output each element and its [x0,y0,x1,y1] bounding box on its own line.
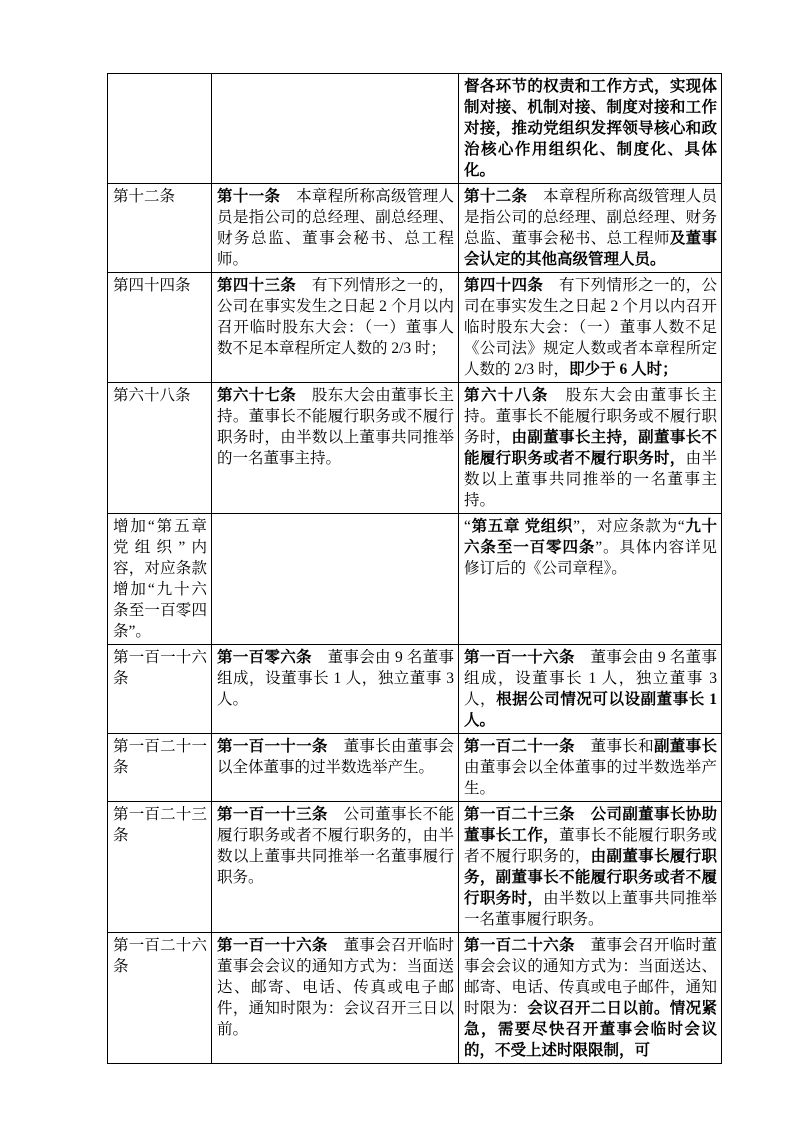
cell-article-number [108,802,212,933]
cell-article-number [108,734,212,802]
text-segment: 公司董事长不能履行职务或者不履行职务的，由半数以上董事共同推举一名董事履行职务。 [217,806,454,886]
text-segment: 第六十八条 [464,387,549,404]
text-segment: 第十二条 [113,188,176,205]
text-segment: 第一百二十三条 公司副董事长协助董事长工作， [464,806,717,844]
text-segment: 第五章 党组织 [470,518,574,535]
cell-original-text [212,933,459,1064]
text-segment: 第四十四条 [113,277,191,294]
cell-amended-text [459,74,722,184]
text-segment: 董事会由 9 名董事组成，设董事长 1 人，独立董事 3 人， [464,649,717,708]
text-segment: 由副董事长主持，副董事长不能履行职务或者不履行职务时， [464,429,717,467]
text-segment: 会议召开二日以前。情况紧急，需要尽快召开董事会临时会议的，不受上述时限限制，可 [464,1000,717,1059]
text-segment: 由副董事长履行职务，副董事长不能履行职务或者不履行职务时， [464,848,717,907]
cell-amended-text [459,383,722,514]
cell-original-text [212,383,459,514]
text-segment: 有下列情形之一的，公司在事实发生之日起 2 个月以内召开临时股东大会：（一）董事人数不足本章程所定人数的 2/3 时； [217,277,454,357]
cell-original-text [212,734,459,802]
table-row [108,273,722,383]
text-segment: 董事会召开临时董事会会议的通知方式为：当面送达、邮寄、电话、传真或电子邮件，通知时限为： [464,937,717,1017]
cell-amended-text [459,184,722,273]
cell-original-text [212,802,459,933]
table-row [108,933,722,1064]
text-segment: 本章程所称高级管理人员是指公司的总经理、副总经理、财务总监、董事会秘书、总工程师 [464,188,717,247]
text-segment: 第六十八条 [113,387,191,404]
text-segment: 第一百二十六条 [464,937,575,954]
table-row [108,734,722,802]
text-segment: 督各环节的权责和工作方式，实现体制对接、机制对接、制度对接和工作对接，推动党组织发挥领导核心和政治核心作用组织化、制度化、具体化。 [464,78,717,179]
amendment-comparison-table [107,73,722,1064]
text-segment: 第一百一十一条 [217,738,328,755]
text-segment: 第十一条 [217,188,281,205]
cell-article-number [108,184,212,273]
cell-article-number [108,645,212,734]
text-segment: ”。具体内容详见修订后的《公司章程》。 [464,539,717,577]
text-segment: 第一百一十六条 [217,937,328,954]
cell-amended-text [459,734,722,802]
table-body [108,74,722,1064]
text-segment: 第一百一十六条 [464,649,575,666]
cell-original-text [212,273,459,383]
text-segment: 第六十七条 [217,387,297,404]
cell-article-number [108,933,212,1064]
table-row [108,74,722,184]
text-segment: 及董事会认定的其他高级管理人员。 [464,230,717,268]
text-segment: 九十六条至一百零四条 [464,518,717,556]
table-row [108,383,722,514]
text-segment: 由半数以上董事共同推举的一名董事主持。 [464,450,717,509]
cell-original-text [212,74,459,184]
text-segment: 第一百二十一条 [113,738,207,776]
text-segment: 股东大会由董事长主持。董事长不能履行职务或不履行职务时， [464,387,717,446]
table-row [108,184,722,273]
cell-article-number [108,273,212,383]
text-segment: 即少于 6 人时； [569,361,678,378]
text-segment: 第四十四条 [464,277,544,294]
cell-article-number [108,383,212,514]
table-row [108,645,722,734]
cell-amended-text [459,514,722,645]
text-segment: 第一百二十六条 [113,937,207,975]
text-segment: 由半数以上董事共同推举一名董事履行职务。 [464,890,717,928]
text-segment: 董事长不能履行职务或者不履行职务的， [464,827,717,865]
cell-amended-text [459,802,722,933]
text-segment: 股东大会由董事长主持。董事长不能履行职务或不履行职务时，由半数以上董事共同推举的一名董事主持。 [217,387,454,467]
cell-amended-text [459,645,722,734]
cell-amended-text [459,273,722,383]
text-segment: 第一百二十一条 [464,738,575,755]
text-segment: 有下列情形之一的，公司在事实发生之日起 2 个月以内召开临时股东大会：（一）董事人数不足《公司法》规定人数或者本章程所定人数的 2/3 时， [464,277,717,378]
text-segment: 本章程所称高级管理人员是指公司的总经理、副总经理、财务总监、董事会秘书、总工程师。 [217,188,454,268]
text-segment: 董事会由 9 名董事组成，设董事长 1 人，独立董事 3 人。 [217,649,454,708]
table-row [108,802,722,933]
text-segment: 由董事会以全体董事的过半数选举产生。 [464,759,717,797]
text-segment: 第一百二十三条 [113,806,207,844]
text-segment: 增加“第五章 党组织”内容，对应条款增加“九十六条至一百零四条”。 [113,518,207,640]
cell-amended-text [459,933,722,1064]
text-segment: 第一百一十三条 [217,806,328,823]
cell-article-number [108,514,212,645]
text-segment: 第四十三条 [217,277,297,294]
text-segment: “ [464,518,471,535]
text-segment: 第一百一十六条 [113,649,207,687]
text-segment: ”，对应条款为“ [573,518,685,535]
text-segment: 董事长由董事会以全体董事的过半数选举产生。 [217,738,454,776]
cell-original-text [212,645,459,734]
text-segment: 董事会召开临时董事会会议的通知方式为：当面送达、邮寄、电话、传真或电子邮件，通知时限为：会议召开三日以前。 [217,937,454,1038]
text-segment: 董事长和 [574,738,654,755]
text-segment: 第十二条 [464,188,528,205]
cell-original-text [212,514,459,645]
text-segment: 根据公司情况可以设副董事长 1 人。 [464,691,717,729]
text-segment: 副董事长 [653,738,717,755]
cell-original-text [212,184,459,273]
text-segment: 第一百零六条 [217,649,312,666]
table-row [108,514,722,645]
cell-article-number [108,74,212,184]
